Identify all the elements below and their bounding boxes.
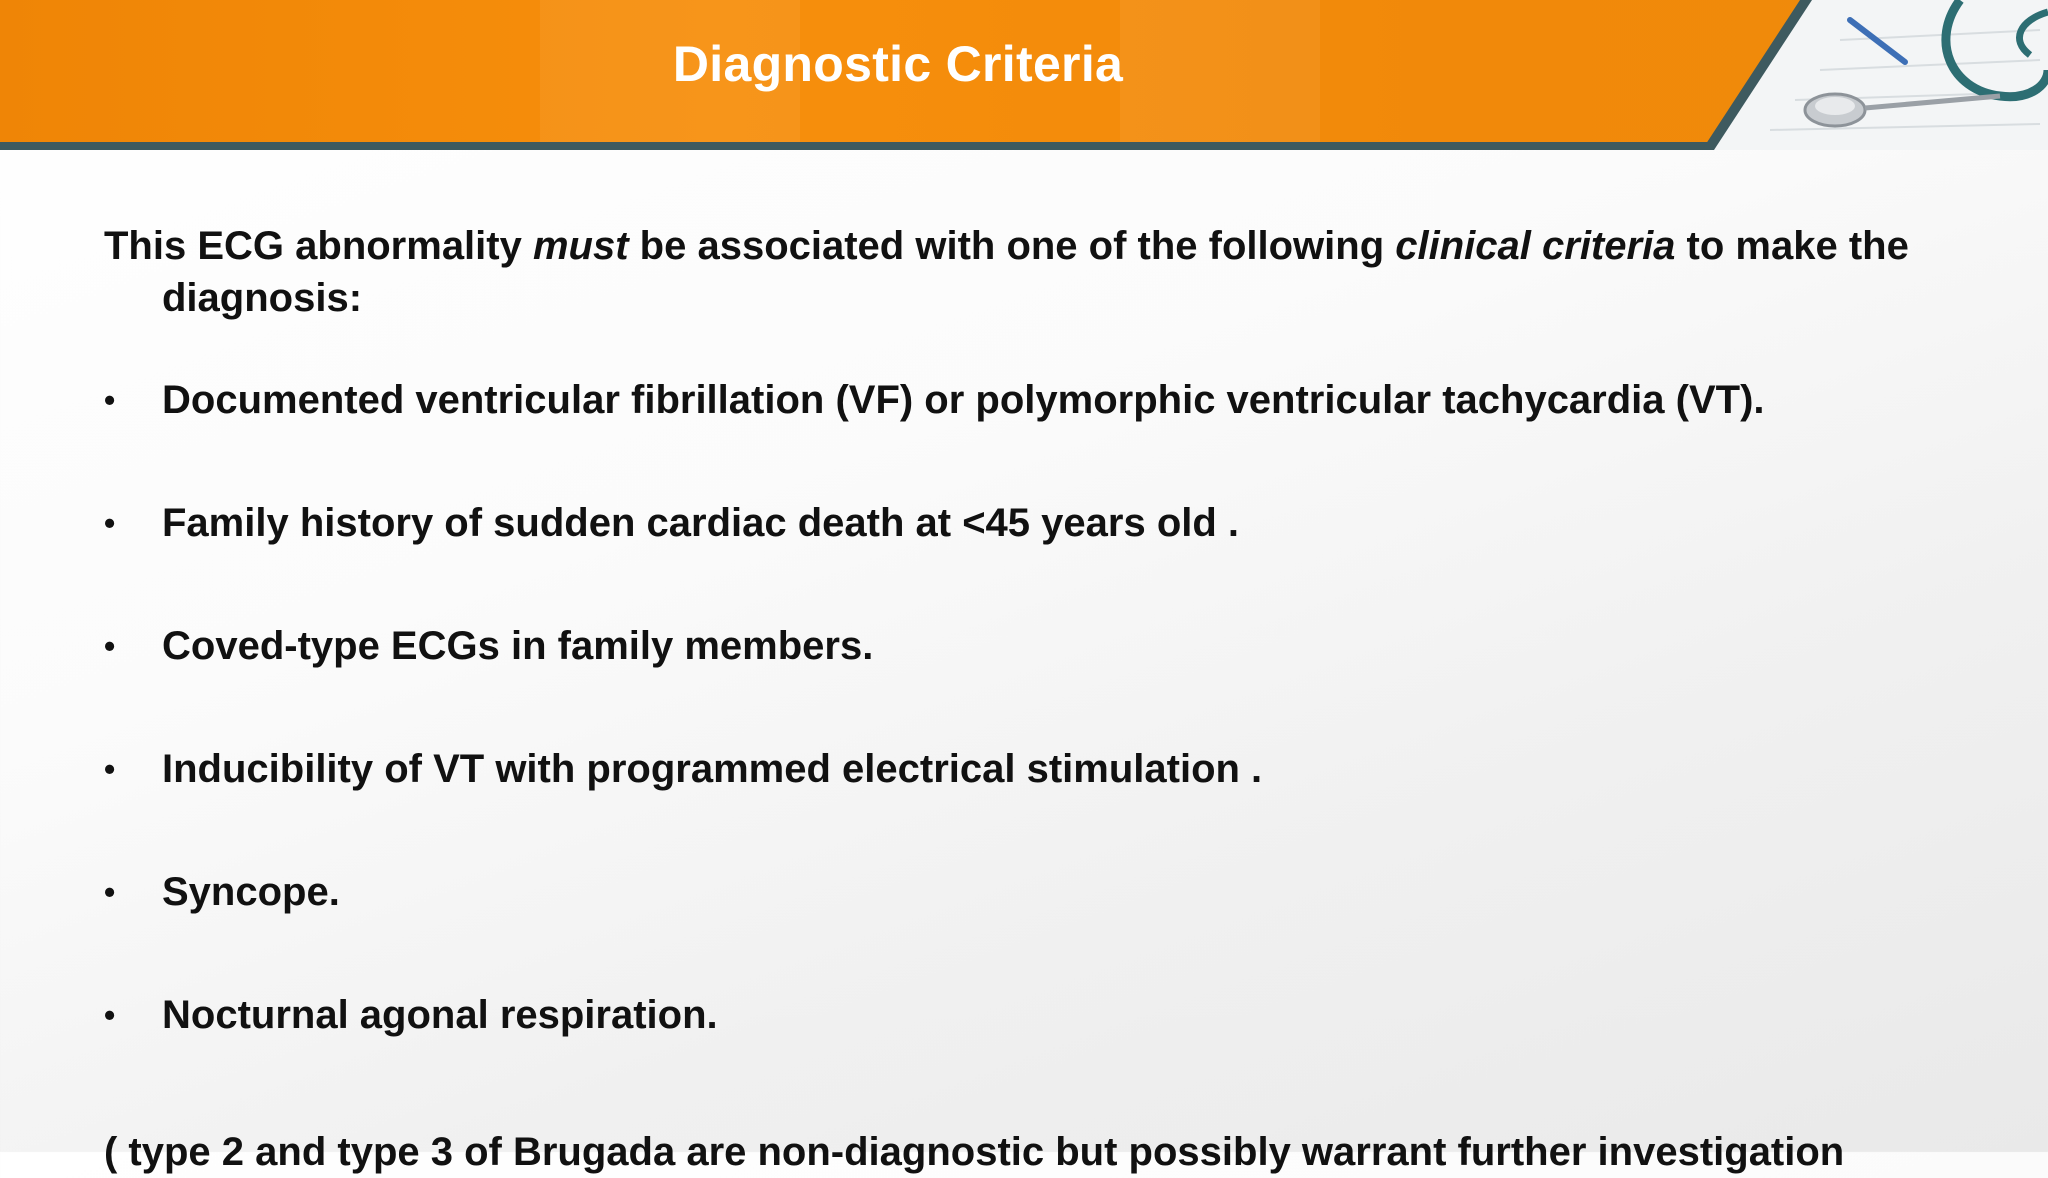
list-item-text: Coved-type ECGs in family members.	[162, 624, 874, 668]
list-item-text: Syncope.	[162, 870, 340, 914]
list-item	[104, 620, 1984, 672]
list-item-text: Nocturnal agonal respiration.	[162, 993, 718, 1037]
intro-part1: This ECG abnormality	[104, 224, 533, 268]
footnote-text: ( type 2 and type 3 of Brugada are non-diagnostic but possibly warrant further investigation	[104, 1130, 1845, 1174]
criteria-list	[104, 374, 1984, 1041]
intro-part3: to make the diagnosis:	[162, 224, 1909, 320]
list-item-text: Documented ventricular fibrillation (VF) or polymorphic ventricular tachycardia (VT).	[162, 378, 1765, 422]
bullet-icon: •	[104, 505, 116, 541]
bullet-icon: •	[104, 874, 116, 910]
list-item	[104, 989, 1984, 1041]
list-item	[104, 497, 1984, 549]
list-item	[104, 743, 1984, 795]
list-item-text: Inducibility of VT with programmed electrical stimulation .	[162, 747, 1263, 791]
bullet-icon: •	[104, 997, 116, 1033]
stethoscope-icon	[1700, 0, 2048, 150]
intro-emphasis-clinical-criteria: clinical criteria	[1395, 224, 1676, 268]
list-item	[104, 374, 1984, 426]
intro-part2: be associated with one of the following	[628, 224, 1396, 268]
bullet-icon: •	[104, 382, 116, 418]
list-item	[104, 866, 1984, 918]
slide-title: Diagnostic Criteria	[672, 36, 1124, 92]
bullet-icon: •	[104, 628, 116, 664]
intro-text	[104, 220, 1984, 324]
bullet-icon: •	[104, 751, 116, 787]
intro-emphasis-must: must	[532, 224, 629, 268]
slide-body	[104, 220, 1984, 1112]
list-item-text: Family history of sudden cardiac death at <45 years old .	[162, 501, 1240, 545]
